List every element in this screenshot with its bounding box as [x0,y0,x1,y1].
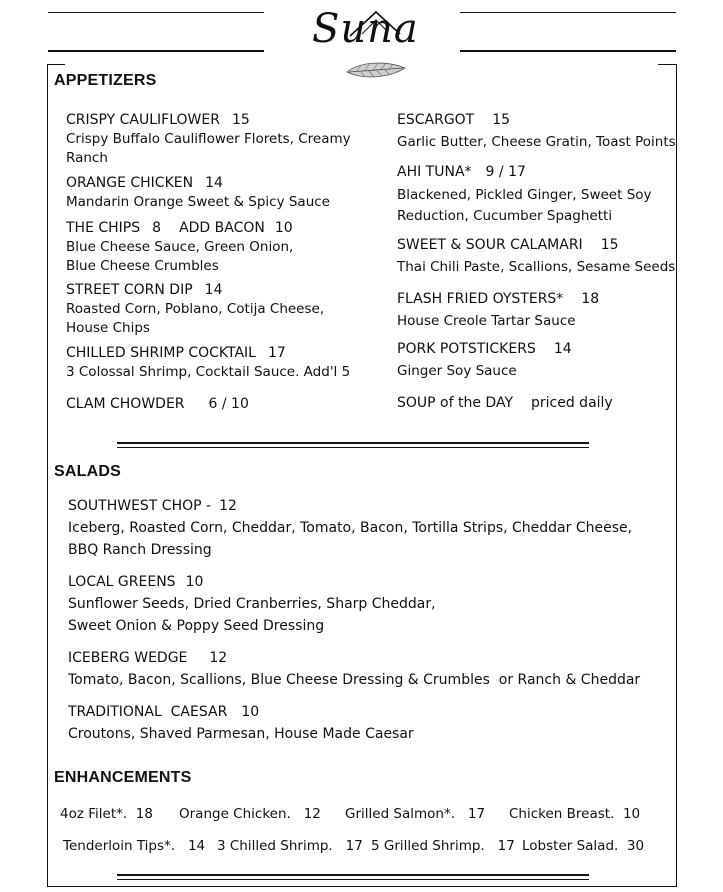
item-price: 14 [204,282,223,298]
enhancement-name: Grilled Salmon*. [345,806,456,822]
appetizer-item [66,281,336,338]
appetizer-item [66,219,326,276]
header-rule-right-top [460,12,676,13]
item-desc: Thai Chili Paste, Scallions, Sesame Seeds [397,259,676,275]
enhancement-item [217,838,363,854]
appetizer-item [397,340,677,381]
item-desc: Ginger Soy Sauce [397,363,517,379]
item-price: 15 [231,112,250,128]
item-desc: Crispy Buffalo Cauliflower Florets, Creamy Ranch [66,131,351,166]
item-name: FLASH FRIED OYSTERS* [397,291,564,307]
header-rule-left-top [48,12,264,13]
bottom-divider [117,874,589,876]
salad-item [68,573,668,637]
item-name: THE CHIPS [66,220,141,236]
enhancement-name: 4oz Filet*. [60,806,128,822]
item-price: 10 [185,574,204,590]
item-desc: 3 Colossal Shrimp, Cocktail Sauce. Add'l 5 [66,364,351,380]
enhancement-price: 17 [467,806,486,822]
item-desc: Garlic Butter, Cheese Gratin, Toast Points [397,134,676,150]
item-name: CHILLED SHRIMP COCKTAIL [66,345,256,361]
logo-text: Suna [312,6,419,52]
appetizer-item [397,394,677,413]
item-extra-price: 10 [274,220,293,236]
enhancement-name: 5 Grilled Shrimp. [371,838,485,854]
appetizer-item [66,395,366,414]
enhancement-item [60,806,153,822]
enhancement-item [522,838,644,854]
appetizer-item [397,236,677,277]
header-rule-right-bottom [460,50,676,52]
enhancement-item [179,806,321,822]
enhancement-name: Orange Chicken. [179,806,291,822]
item-desc: Mandarin Orange Sweet & Spicy Sauce [66,194,330,210]
item-desc: House Creole Tartar Sauce [397,313,576,329]
item-price: 10 [241,704,260,720]
enhancement-price: 10 [622,806,641,822]
item-desc: Sunflower Seeds, Dried Cranberries, Sharp Cheddar, Sweet Onion & Poppy Seed Dressing [68,596,436,634]
enhancement-item [371,838,515,854]
enhancement-name: Tenderloin Tips*. [63,838,176,854]
item-price: priced daily [531,395,613,411]
item-name: ORANGE CHICKEN [66,175,194,191]
item-price: 12 [209,650,228,666]
bottom-divider [117,879,589,880]
enhancement-name: Lobster Salad. [522,838,619,854]
enhancements-title: ENHANCEMENTS [54,769,192,786]
item-name: AHI TUNA* [397,164,472,180]
item-name: PORK POTSTICKERS [397,341,536,357]
item-price: 15 [492,112,511,128]
frame-bottom [47,886,677,887]
item-price: 12 [219,498,237,514]
appetizer-item [66,344,366,382]
appetizers-title: APPETIZERS [54,72,157,89]
item-desc: Croutons, Shaved Parmesan, House Made Caesar [68,726,414,742]
item-name: ESCARGOT [397,112,475,128]
item-name: TRADITIONAL CAESAR [68,704,228,720]
enhancement-name: Chicken Breast. [509,806,615,822]
section-divider [117,447,589,448]
frame-top-left [47,64,65,65]
frame-right [676,64,677,886]
item-name: SWEET & SOUR CALAMARI [397,237,583,253]
enhancement-price: 17 [345,838,363,854]
item-price: 14 [553,341,572,357]
salad-item [68,703,668,745]
enhancement-name: 3 Chilled Shrimp. [217,838,333,854]
enhancement-price: 30 [626,838,645,854]
enhancement-price: 17 [497,838,515,854]
item-desc: Tomato, Bacon, Scallions, Blue Cheese Dressing & Crumbles or Ranch & Cheddar [68,672,641,688]
item-name: SOUP of the DAY [397,395,513,411]
feather-icon [345,60,407,80]
item-price: 6 / 10 [208,396,249,412]
item-desc: Roasted Corn, Poblano, Cotija Cheese, House Chips [66,301,325,336]
enhancement-item [63,838,205,854]
enhancement-price: 18 [135,806,153,822]
item-desc: Blackened, Pickled Ginger, Sweet Soy Reduction, Cucumber Spaghetti [397,187,652,224]
item-name: CLAM CHOWDER [66,396,185,412]
item-desc: Blue Cheese Sauce, Green Onion, Blue Cheese Crumbles [66,239,294,274]
header-rule-left-bottom [48,50,264,52]
salads-title: SALADS [54,463,121,480]
salad-item [68,497,668,561]
item-price: 15 [600,237,619,253]
item-name: SOUTHWEST CHOP - [68,498,212,514]
item-price: 8 [152,220,162,236]
enhancement-price: 12 [303,806,321,822]
appetizer-item [397,111,677,152]
item-name: STREET CORN DIP [66,282,193,298]
section-divider [117,442,589,444]
appetizer-item [397,163,652,227]
appetizer-item [397,290,677,331]
item-price: 17 [267,345,286,361]
item-price: 14 [205,175,223,191]
item-extra: ADD BACON [179,220,265,236]
frame-left [47,64,48,886]
enhancement-item [509,806,640,822]
enhancement-item [345,806,485,822]
salad-item [68,649,668,691]
item-name: CRISPY CAULIFLOWER [66,112,220,128]
enhancement-price: 14 [187,838,206,854]
appetizer-item [66,111,366,168]
item-name: ICEBERG WEDGE [68,650,188,666]
item-name: LOCAL GREENS [68,574,176,590]
item-price: 9 / 17 [485,164,526,180]
item-price: 18 [581,291,600,307]
appetizer-item [66,174,366,212]
frame-top-right [658,64,676,65]
item-desc: Iceberg, Roasted Corn, Cheddar, Tomato, Bacon, Tortilla Strips, Cheddar Cheese, BBQ Ranch Dressing [68,520,633,558]
